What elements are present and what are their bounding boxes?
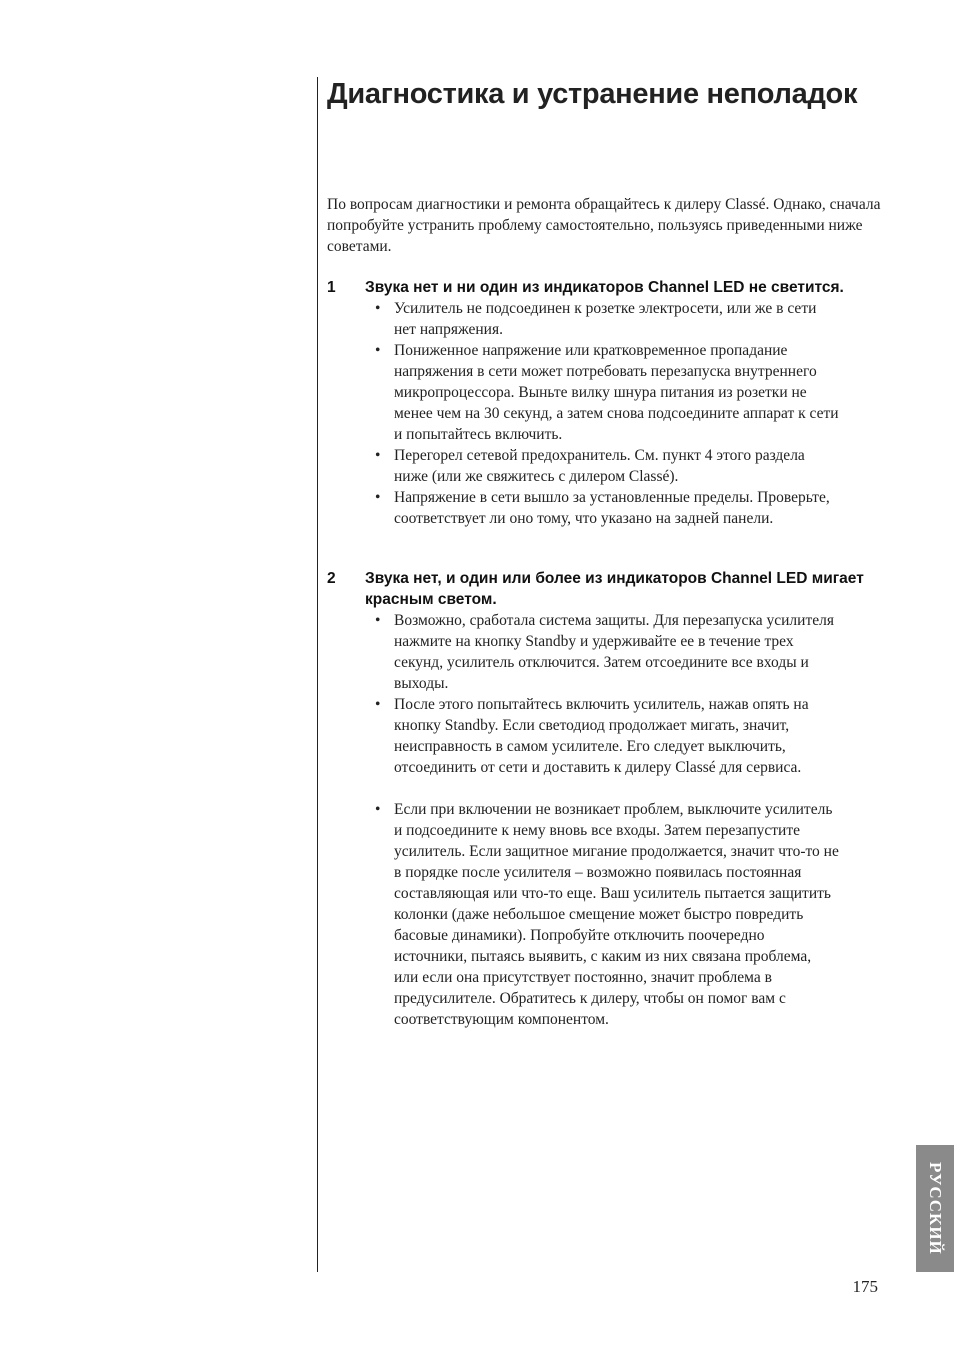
section-number: 1 — [327, 279, 336, 296]
bullet-icon: • — [375, 696, 381, 713]
bullet-icon: • — [375, 342, 381, 359]
bullet-list — [327, 610, 887, 1030]
bullet-icon: • — [375, 489, 381, 506]
list-item: • Пониженное напряжение или кратковременное пропадание напряжения в сети может потребовать перезапуска внутреннего микропроцессора. Выньте вилку шнура питания из розетки не менее чем на 30 секунд, а затем снова подсоедините аппарат к сети и попытайтесь включить. — [375, 342, 839, 443]
bullet-icon: • — [375, 300, 381, 317]
margin-rule — [317, 77, 318, 1272]
troubleshoot-section-2 — [327, 568, 887, 1030]
list-item: • Перегорел сетевой предохранитель. См. пункт 4 этого раздела ниже (или же свяжитесь с дилером Classé). — [375, 447, 805, 485]
bullet-icon: • — [375, 801, 381, 818]
bullet-icon: • — [375, 612, 381, 629]
intro-paragraph: По вопросам диагностики и ремонта обращайтесь к дилеру Classé. Однако, сначала попробуйте устранить проблему самостоятельно, пользуясь приведенными ниже советами. — [327, 196, 881, 255]
troubleshoot-section-1 — [327, 277, 887, 529]
section-number: 2 — [327, 570, 336, 587]
bullet-icon: • — [375, 447, 381, 464]
list-item: • Напряжение в сети вышло за установленные пределы. Проверьте, соответствует ли оно тому, что указано на задней панели. — [375, 489, 830, 527]
list-item: • После этого попытайтесь включить усилитель, нажав опять на кнопку Standby. Если светодиод продолжает мигать, значит, неисправность в самом усилителе. Его следует выключить, отсоединить от сети и доставить к дилеру Classé для сервиса. — [375, 696, 809, 776]
section-heading — [327, 277, 887, 298]
bullet-list — [327, 298, 887, 529]
section-title: Звука нет, и один или более из индикаторов Channel LED мигает красным светом. — [365, 570, 864, 608]
page-title: Диагностика и устранение неполадок — [327, 78, 858, 110]
list-item: • Если при включении не возникает проблем, выключите усилитель и подсоедините к нему вновь все входы. Затем перезапустите усилитель. Если защитное мигание продолжается, значит что-то не в порядке после усилителя – возможно появилась постоянная составляющая или что-то еще. Ваш усилитель пытается защитить колонки (даже небольшое смещение может быстро повредить басовые динамики). Попробуйте отключить поочередно источники, пытаясь выявить, с каким из них связана проблема, или если она присутствует постоянно, значит проблема в предусилителе. Обратитесь к дилеру, чтобы он помог вам с соответствующим компонентом. — [375, 801, 839, 1028]
list-item: • Усилитель не подсоединен к розетке электросети, или же в сети нет напряжения. — [375, 300, 817, 338]
section-heading — [327, 568, 887, 610]
spacer — [375, 778, 839, 799]
section-title: Звука нет и ни один из индикаторов Channel LED не светится. — [365, 279, 844, 296]
language-tab — [916, 1145, 954, 1272]
language-label: РУССКИЙ — [926, 1162, 945, 1255]
list-item: • Возможно, сработала система защиты. Для перезапуска усилителя нажмите на кнопку Standby и удерживайте ее в течение трех секунд, усилитель отключится. Затем отсоедините все входы и выходы. — [375, 612, 834, 692]
page-number: 175 — [852, 1277, 878, 1296]
